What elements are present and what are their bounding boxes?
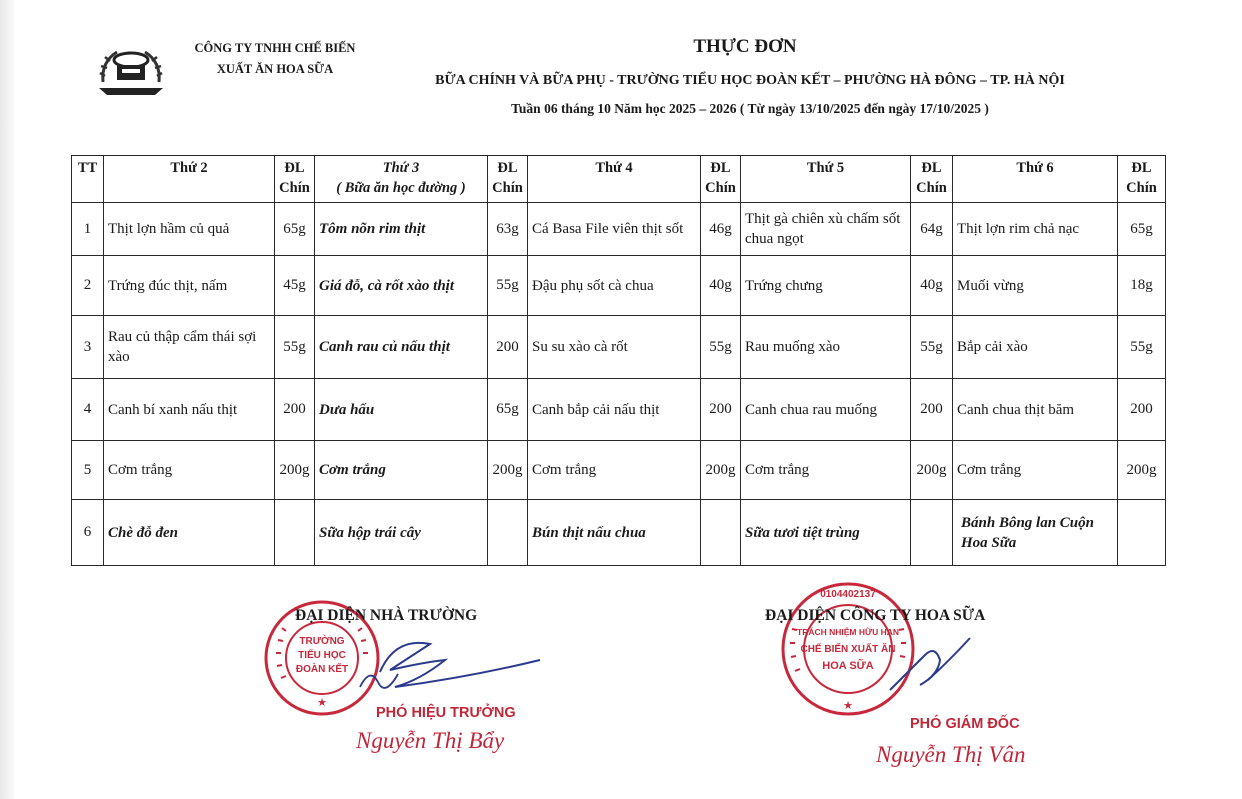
row-number: 6	[72, 500, 104, 566]
dish-day3: Sữa hộp trái cây	[315, 500, 488, 566]
header-dl	[1118, 156, 1166, 203]
header-day5: Thứ 5	[741, 156, 911, 203]
header-dl-line2: Chín	[492, 180, 523, 196]
qty-day6: 200	[1118, 379, 1166, 441]
header-day2: Thứ 2	[104, 156, 275, 203]
header-dl-line2: Chín	[1126, 180, 1157, 196]
dish-day2: Rau củ thập cẩm thái sợi xào	[104, 316, 275, 379]
company-heading-text: ĐẠI DIỆN CÔNG TY HOA SỮA	[765, 607, 986, 624]
row-number: 3	[72, 316, 104, 379]
dish-day5: Cơm trắng	[741, 441, 911, 500]
dish-day3: Cơm trắng	[315, 441, 488, 500]
page-edge	[0, 0, 14, 799]
dish-day5: Trứng chưng	[741, 256, 911, 316]
company-stamp-code: 0104402137	[820, 589, 876, 600]
row-number: 1	[72, 203, 104, 256]
qty-day3: 200	[488, 316, 528, 379]
qty-day6: 55g	[1118, 316, 1166, 379]
header-day4: Thứ 4	[528, 156, 701, 203]
company-logo	[95, 38, 167, 98]
header-dl-line1: ĐL	[710, 160, 731, 176]
qty-day2	[275, 500, 315, 566]
company-name-line2: XUẤT ĂN HOA SỮA	[216, 62, 334, 76]
qty-day2: 200g	[275, 441, 315, 500]
qty-day3: 65g	[488, 379, 528, 441]
dish-day3: Giá đỗ, cà rốt xào thịt	[315, 256, 488, 316]
table-row	[72, 316, 1166, 379]
page-subtitle: BỮA CHÍNH VÀ BỮA PHỤ - TRƯỜNG TIỂU HỌC ĐOÀN KẾT – PHƯỜNG HÀ ĐÔNG – TP. HÀ NỘI	[435, 73, 1065, 88]
qty-day4: 55g	[701, 316, 741, 379]
dish-day6: Canh chua thịt băm	[953, 379, 1118, 441]
school-heading-text: ĐẠI DIỆN NHÀ TRƯỜNG	[295, 607, 478, 624]
header-dl-line1: ĐL	[921, 160, 942, 176]
header-dl-line2: Chín	[916, 180, 947, 196]
school-signer-name: Nguyễn Thị Bẩy	[356, 728, 505, 753]
svg-text:★: ★	[317, 697, 327, 709]
svg-text:★: ★	[843, 700, 853, 712]
dish-day3: Tôm nõn rim thịt	[315, 203, 488, 256]
dish-day6: Bánh Bông lan Cuộn Hoa Sữa	[953, 500, 1118, 566]
qty-day5	[911, 500, 953, 566]
dish-day2: Canh bí xanh nấu thịt	[104, 379, 275, 441]
qty-day4: 200g	[701, 441, 741, 500]
header-day6: Thứ 6	[953, 156, 1118, 203]
dish-day4: Đậu phụ sốt cà chua	[528, 256, 701, 316]
header-dl-line2: Chín	[279, 180, 310, 196]
school-signature-heading	[295, 607, 477, 625]
qty-day2: 55g	[275, 316, 315, 379]
qty-day6: 200g	[1118, 441, 1166, 500]
dish-day4: Cá Basa File viên thịt sốt	[528, 203, 701, 256]
company-signature-heading	[765, 607, 985, 625]
dish-day4: Cơm trắng	[528, 441, 701, 500]
qty-day3: 200g	[488, 441, 528, 500]
qty-day4: 200	[701, 379, 741, 441]
qty-day2: 65g	[275, 203, 315, 256]
dish-day6: Cơm trắng	[953, 441, 1118, 500]
header-dl	[701, 156, 741, 203]
dish-day3: Canh rau củ nấu thịt	[315, 316, 488, 379]
header-dl	[488, 156, 528, 203]
header-dl-line1: ĐL	[284, 160, 305, 176]
header-dl	[911, 156, 953, 203]
dish-day2: Chè đỗ đen	[104, 500, 275, 566]
qty-day3: 63g	[488, 203, 528, 256]
company-stamp-line2: CHẾ BIẾN XUẤT ĂN	[800, 644, 896, 655]
row-number: 4	[72, 379, 104, 441]
header-dl-line1: ĐL	[497, 160, 518, 176]
school-stamp-line1: TRƯỜNG	[299, 636, 345, 647]
qty-day3: 55g	[488, 256, 528, 316]
dish-day4: Su su xào cà rốt	[528, 316, 701, 379]
dish-day5: Thịt gà chiên xù chấm sốt chua ngọt	[741, 203, 911, 256]
dish-day4: Bún thịt nấu chua	[528, 500, 701, 566]
qty-day2: 200	[275, 379, 315, 441]
dish-day6: Bắp cải xào	[953, 316, 1118, 379]
dish-day3: Dưa hấu	[315, 379, 488, 441]
qty-day4: 40g	[701, 256, 741, 316]
qty-day6	[1118, 500, 1166, 566]
qty-day3	[488, 500, 528, 566]
qty-day6: 65g	[1118, 203, 1166, 256]
qty-day2: 45g	[275, 256, 315, 316]
company-signer-name: Nguyễn Thị Vân	[876, 742, 1026, 767]
table-row	[72, 379, 1166, 441]
week-info: Tuần 06 tháng 10 Năm học 2025 – 2026 ( Từ ngày 13/10/2025 đến ngày 17/10/2025 )	[511, 101, 989, 116]
header-tt: TT	[72, 156, 104, 203]
dish-day4: Canh bắp cải nấu thịt	[528, 379, 701, 441]
qty-day5: 55g	[911, 316, 953, 379]
header-dl	[275, 156, 315, 203]
dish-day5: Rau muống xào	[741, 316, 911, 379]
company-role: PHÓ GIÁM ĐỐC	[910, 716, 1020, 732]
table-row	[72, 500, 1166, 566]
qty-day5: 200	[911, 379, 953, 441]
dish-day5: Canh chua rau muống	[741, 379, 911, 441]
table-row	[72, 441, 1166, 500]
school-stamp-line2: TIỂU HỌC	[298, 650, 346, 661]
dish-day6: Thịt lợn rim chả nạc	[953, 203, 1118, 256]
company-signature-scribble	[880, 630, 980, 700]
dish-day5: Sữa tươi tiệt trùng	[741, 500, 911, 566]
row-number: 5	[72, 441, 104, 500]
dish-day2: Cơm trắng	[104, 441, 275, 500]
school-signature-scribble	[350, 632, 550, 702]
table-header-row	[72, 156, 1166, 203]
header-day3	[315, 156, 488, 203]
qty-day4	[701, 500, 741, 566]
qty-day6: 18g	[1118, 256, 1166, 316]
school-stamp-line3: ĐOÀN KẾT	[295, 664, 349, 675]
company-name-line1: CÔNG TY TNHH CHẾ BIẾN	[194, 41, 356, 55]
school-role: PHÓ HIỆU TRƯỞNG	[376, 705, 516, 721]
qty-day5: 40g	[911, 256, 953, 316]
header-day3-note: ( Bữa ăn học đường )	[336, 180, 466, 196]
company-stamp-line1: TRÁCH NHIỆM HỮU HẠN	[797, 627, 899, 637]
page-title: THỰC ĐƠN	[693, 36, 797, 57]
menu-table	[71, 155, 1166, 566]
header-dl-line2: Chín	[705, 180, 736, 196]
header-day3-label: Thứ 3	[382, 160, 420, 176]
row-number: 2	[72, 256, 104, 316]
dish-day2: Thịt lợn hầm củ quả	[104, 203, 275, 256]
qty-day5: 200g	[911, 441, 953, 500]
header-dl-line1: ĐL	[1131, 160, 1152, 176]
qty-day5: 64g	[911, 203, 953, 256]
table-row	[72, 256, 1166, 316]
dish-day6: Muối vừng	[953, 256, 1118, 316]
company-stamp-line3: HOA SỮA	[822, 660, 874, 672]
table-row	[72, 203, 1166, 256]
dish-day2: Trứng đúc thịt, nấm	[104, 256, 275, 316]
qty-day4: 46g	[701, 203, 741, 256]
